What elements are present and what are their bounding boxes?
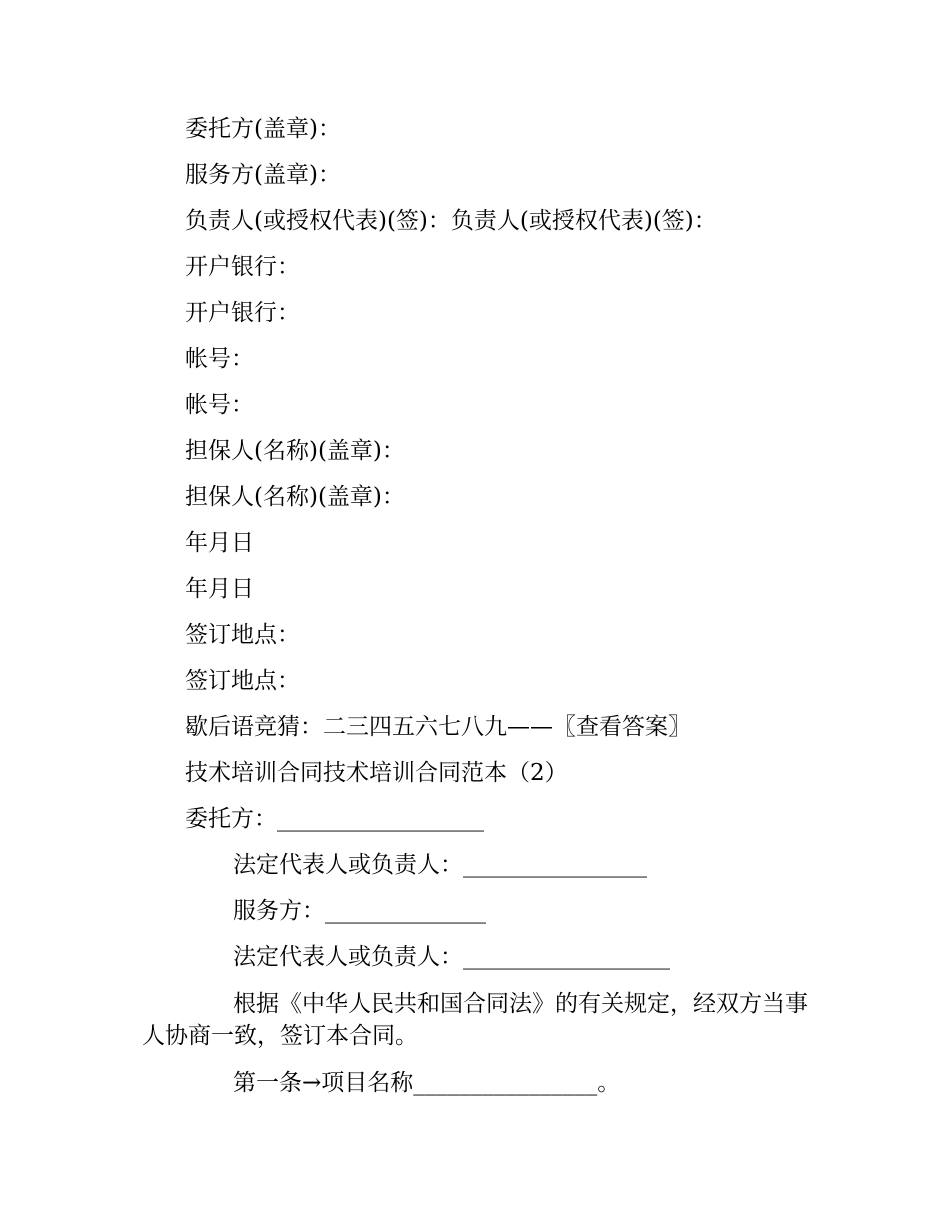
provider-blank-line: 服务方：______________: [233, 898, 486, 924]
bank-line-1: 开户银行：: [185, 254, 300, 280]
client-seal-line: 委托方(盖章)：: [185, 116, 341, 142]
client-blank-line: 委托方：__________________: [185, 806, 484, 832]
account-line-1: 帐号：: [185, 346, 254, 372]
riddle-line: 歇后语竞猜：二三四五六七八九——〖查看答案〗: [185, 714, 691, 740]
contract-title-line: 技术培训合同技术培训合同范本（2）: [185, 760, 568, 786]
article-1-line: 第一条→项目名称________________。: [233, 1070, 621, 1096]
signatories-line: 负责人(或授权代表)(签)：负责人(或授权代表)(签)：: [185, 208, 717, 234]
provider-seal-line: 服务方(盖章)：: [185, 162, 341, 188]
signing-place-line-1: 签订地点：: [185, 622, 300, 648]
preamble-paragraph: 根据《中华人民共和国合同法》的有关规定，经双方当事人协商一致，签订本合同。: [142, 991, 808, 1049]
bank-line-2: 开户银行：: [185, 300, 300, 326]
guarantor-line-1: 担保人(名称)(盖章)：: [185, 438, 405, 464]
provider-representative-line: 法定代表人或负责人：__________________: [233, 944, 670, 970]
client-representative-line: 法定代表人或负责人：________________: [233, 852, 647, 878]
date-line-2: 年月日: [185, 576, 254, 602]
signing-place-line-2: 签订地点：: [185, 668, 300, 694]
guarantor-line-2: 担保人(名称)(盖章)：: [185, 484, 405, 510]
account-line-2: 帐号：: [185, 392, 254, 418]
date-line-1: 年月日: [185, 530, 254, 556]
